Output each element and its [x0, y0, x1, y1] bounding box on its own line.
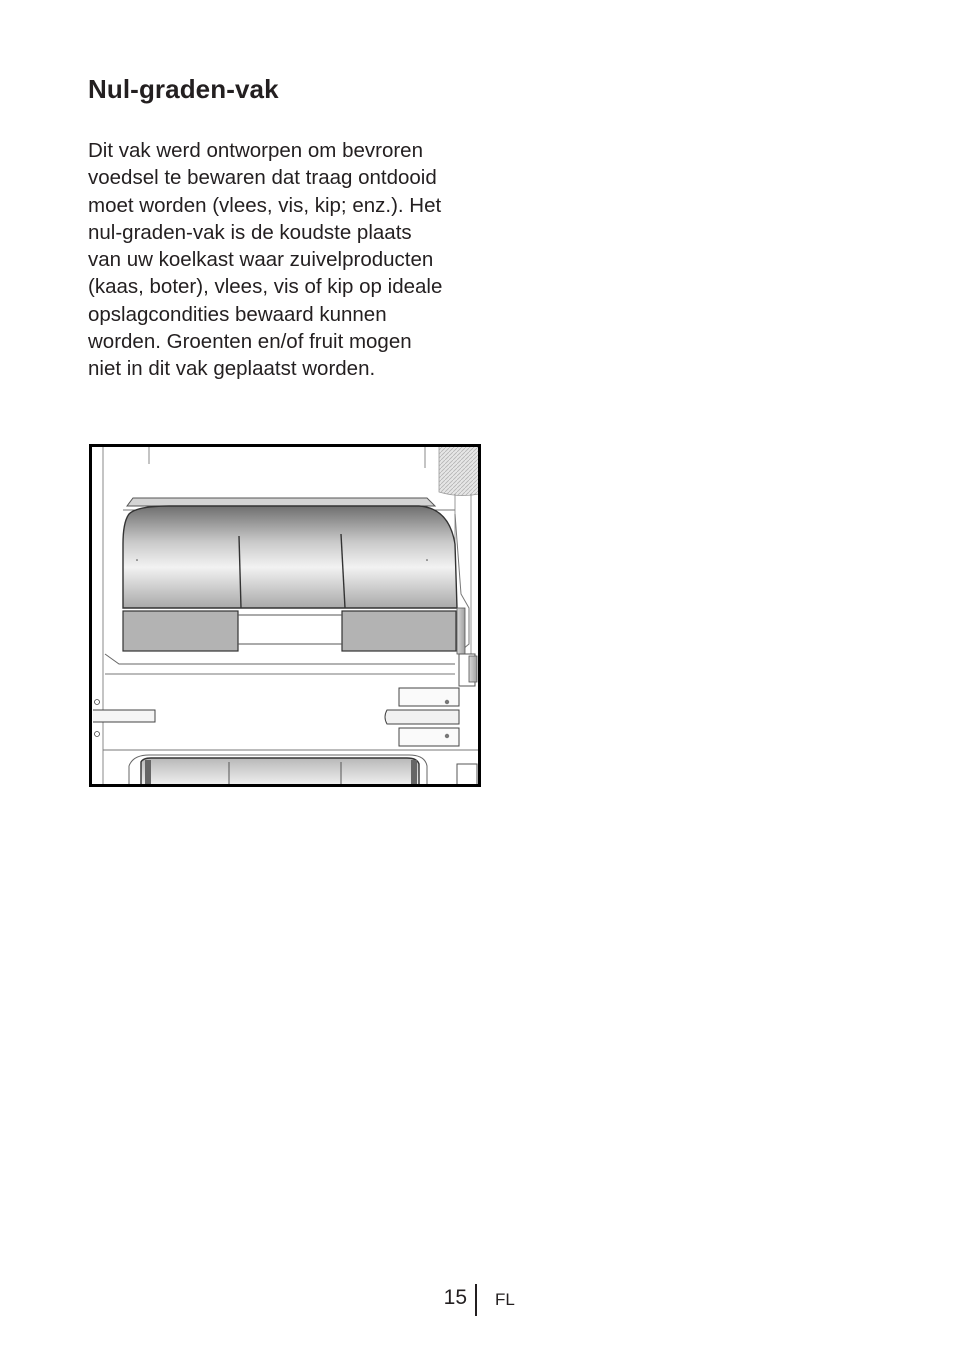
language-code: FL	[495, 1290, 515, 1309]
footer-divider	[475, 1284, 477, 1316]
paragraph-line: moet worden (vlees, vis, kip; enz.). Het	[88, 193, 442, 217]
paragraph-line: van uw koelkast waar zuivelproducten	[88, 248, 434, 272]
zero-degree-compartment-illustration	[89, 444, 481, 787]
paragraph-line: nul-graden-vak is de koudste plaats	[88, 220, 412, 244]
paragraph-line: worden. Groenten en/of fruit mogen	[88, 330, 412, 354]
paragraph-line: niet in dit vak geplaatst worden.	[88, 357, 376, 381]
body-paragraph	[88, 137, 488, 383]
page-footer	[0, 1284, 954, 1316]
paragraph-line: Dit vak werd ontworpen om bevroren	[88, 139, 423, 162]
section-heading: Nul-graden-vak	[88, 74, 279, 104]
paragraph-line: voedsel te bewaren dat traag ontdooid	[88, 166, 437, 190]
page-number: 15	[443, 1286, 467, 1309]
paragraph-line: (kaas, boter), vlees, vis of kip op ideale	[88, 275, 443, 299]
paragraph-line: opslagcondities bewaard kunnen	[88, 302, 387, 326]
